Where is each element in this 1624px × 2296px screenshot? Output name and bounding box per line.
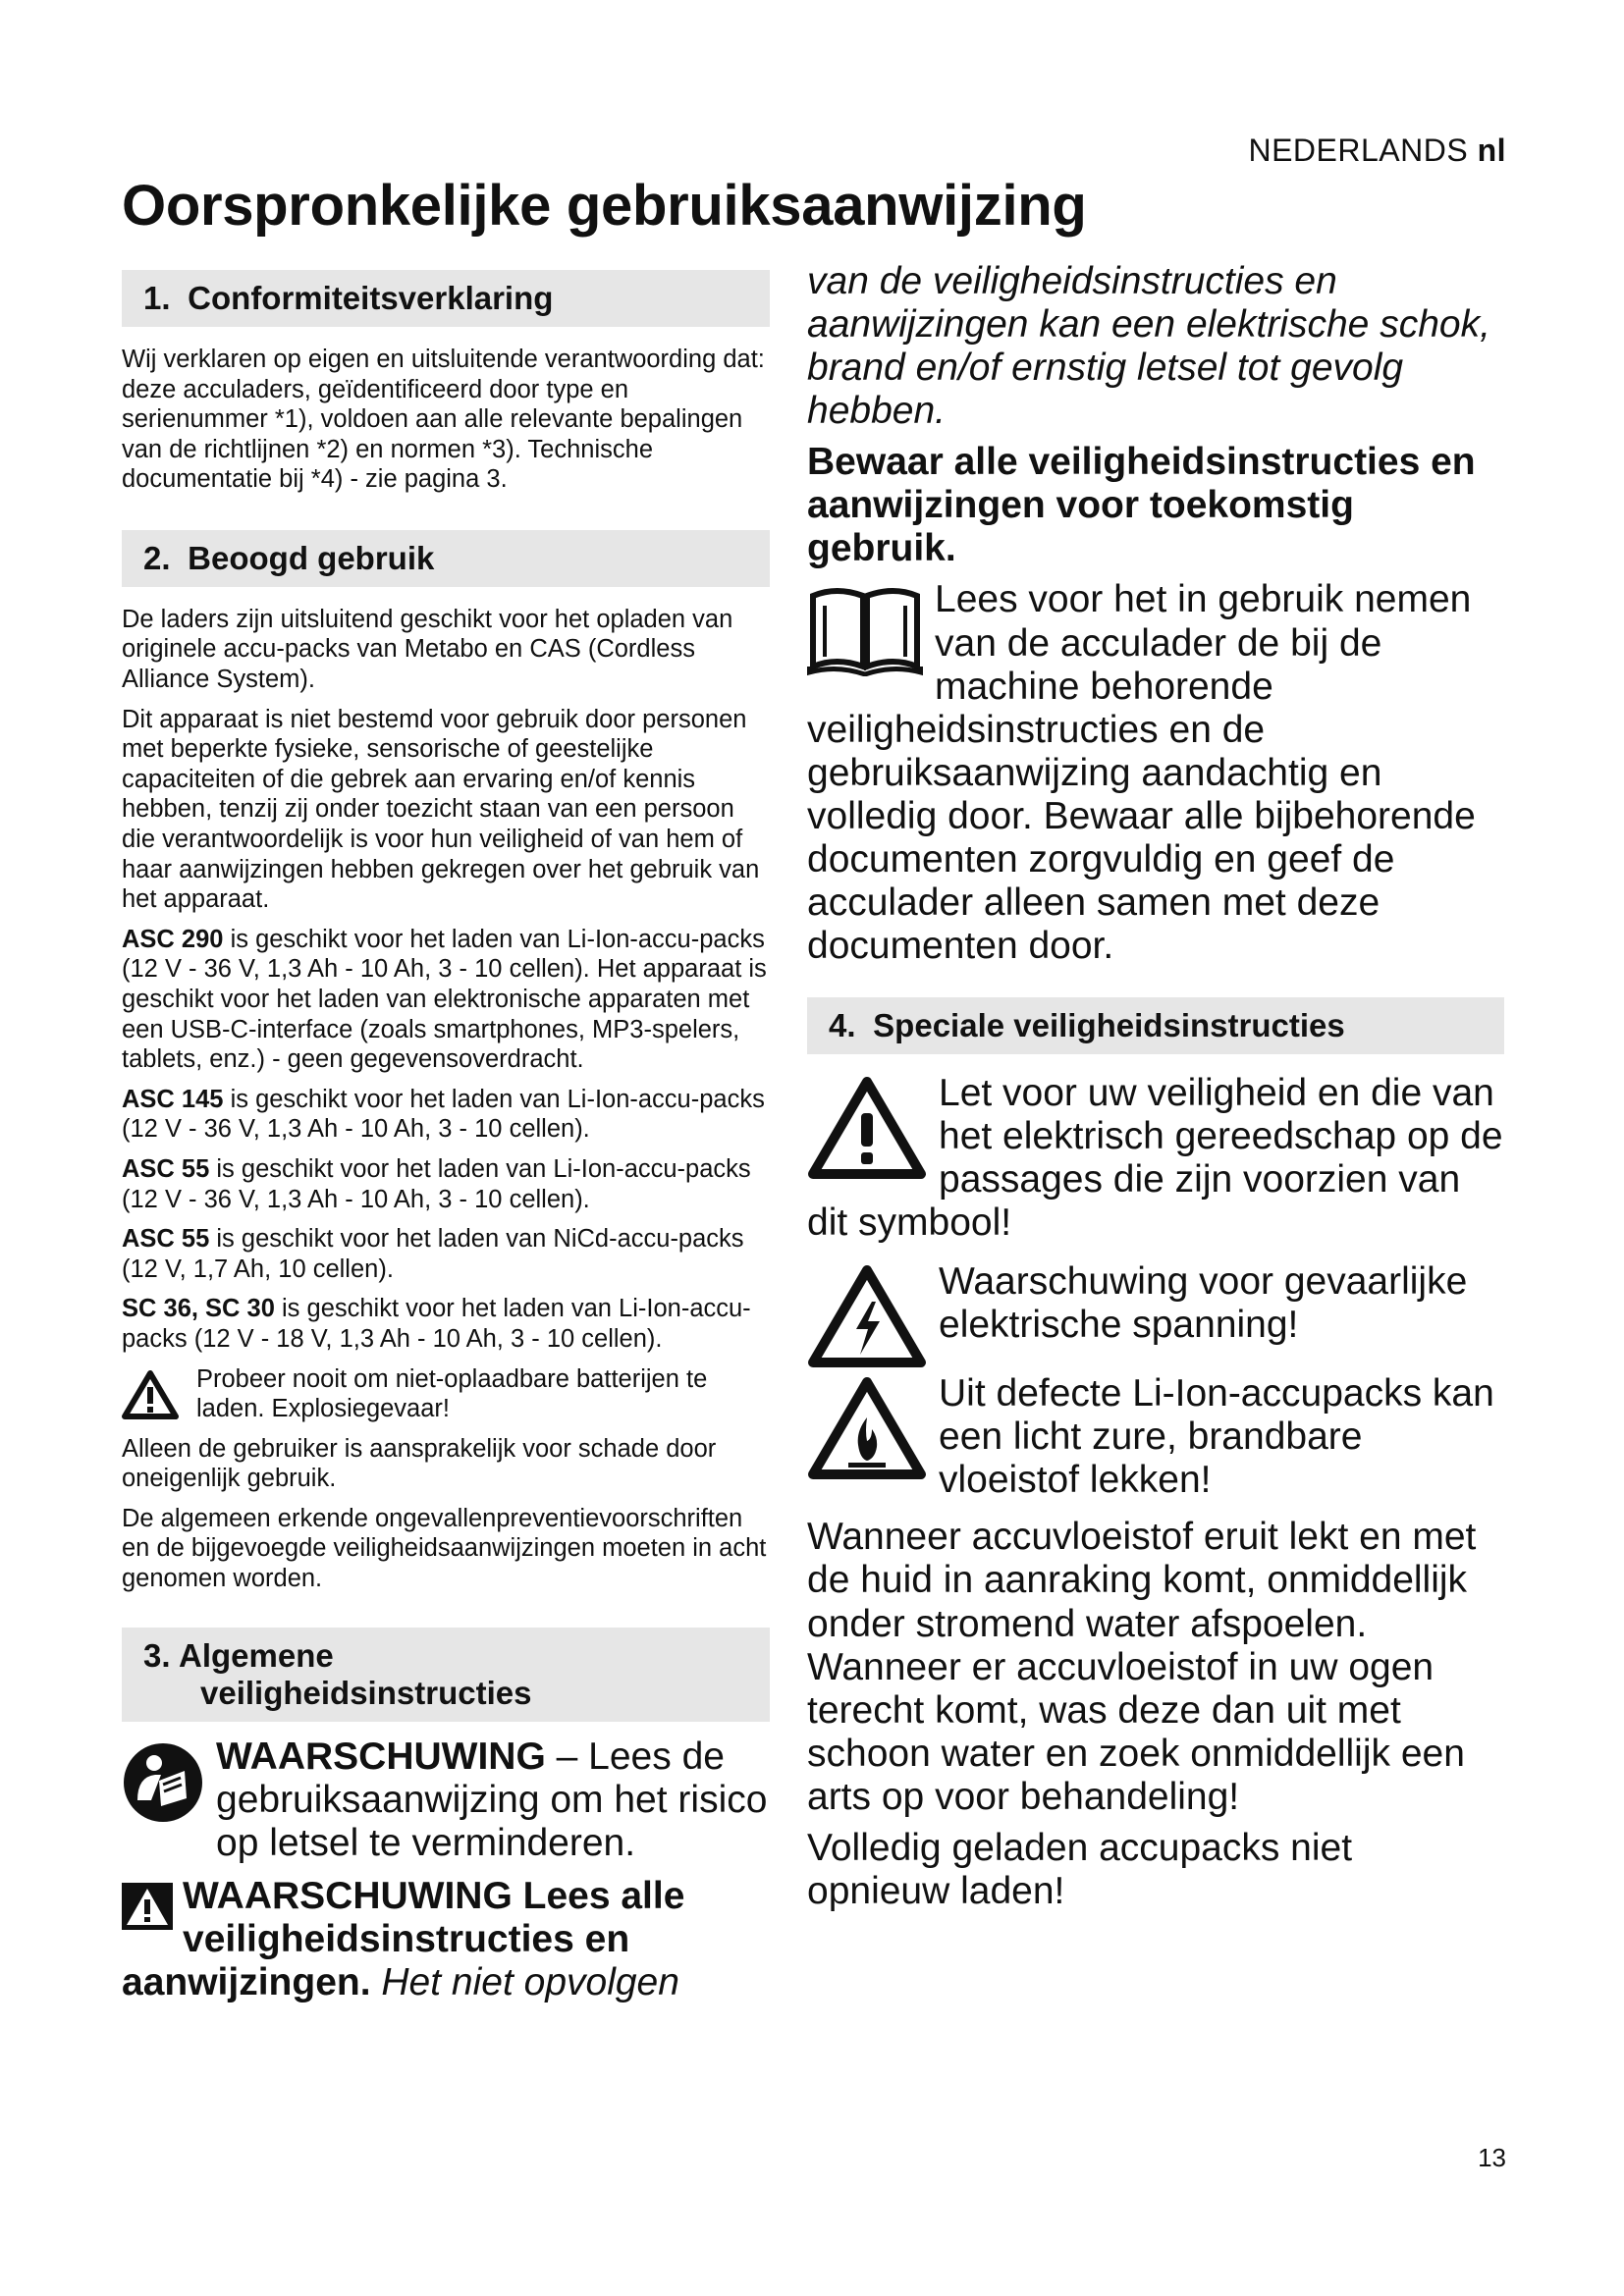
section-2-p2: Dit apparaat is niet bestemd voor gebruik door personen met beperkte fysieke, sensorische of geestelijke capaciteiten of die gebrek aan ervaring en/of kennis hebben, tenzij zij onder toezicht staan van een persoon die verantwoordelijk is voor hun veiligheid of van hem of haar aanwijzingen hebben gekregen over het gebruik van het apparaat. [122,705,760,914]
asc55-nicd-paragraph [122,1224,770,1284]
warning-triangle-icon [122,1883,173,1930]
section-3-number: 3. [143,1636,171,1674]
section-2-number: 2. [143,539,171,576]
section-4-number: 4. [829,1007,856,1043]
section-1-heading [122,270,770,327]
asc55-nicd-model: ASC 55 [122,1225,210,1254]
section-4-title: Speciale veiligheidsinstructies [873,1007,1345,1043]
section-3-title-line1: Algemene [179,1636,334,1674]
asc55-nicd-text: is geschikt voor het laden van NiCd-accu-packs (12 V, 1,7 Ah, 10 cellen). [122,1225,744,1283]
general-warning [122,1875,770,2004]
right-column [807,260,1504,1921]
asc290-paragraph [122,925,770,1075]
section-2-p3: Alleen de gebruiker is aansprakelijk voor schade door oneigenlijk gebruik. [122,1434,717,1493]
skin-eye-contact-instructions: Wanneer accuvloeistof eruit lekt en met de huid in aanraking komt, onmiddellijk onder stromend water afspoelen. Wanneer er accuvloeistof in uw ogen terecht komt, was deze dan uit met schoon water en zoek onmiddellijk een arts op voor behandeling! [807,1516,1477,1818]
asc145-paragraph [122,1085,770,1145]
section-2-heading [122,530,770,587]
asc145-model: ASC 145 [122,1085,224,1113]
leak-warning [807,1372,1504,1502]
section-3-title-line2: veiligheidsinstructies [200,1674,532,1711]
warn2-italic-left: Het niet opvolgen [370,1960,679,2003]
asc145-text: is geschikt voor het laden van Li-Ion-accu-packs (12 V - 36 V, 1,3 Ah - 10 Ah, 3 - 10 cellen). [122,1085,765,1144]
sc-text: is geschikt voor het laden van Li-Ion-accu-packs (12 V - 18 V, 1,3 Ah - 10 Ah, 3 - 10 cellen). [122,1295,751,1353]
asc55-liion-paragraph [122,1154,770,1214]
electric-hazard-icon [807,1264,927,1368]
asc55-liion-text: is geschikt voor het laden van Li-Ion-accu-packs (12 V - 36 V, 1,3 Ah - 10 Ah, 3 - 10 cellen). [122,1154,751,1213]
warn1-text: – Lees de gebruiksaanwijzing om het risico op letsel te verminderen. [216,1735,768,1864]
left-column [122,270,770,2012]
warning-triangle-icon [807,1076,927,1180]
section-2-title: Beoogd gebruik [188,539,435,576]
sc-paragraph [122,1294,770,1354]
warn2-bold: WAARSCHUWING Lees alle veiligheidsinstructies en aanwijzingen. [122,1874,685,2003]
language-label [1248,133,1506,169]
warn1-bold: WAARSCHUWING [216,1735,546,1778]
read-manual-warning [122,1735,770,1865]
section-1-text: Wij verklaren op eigen en uitsluitende verantwoording dat: deze acculaders, geïdentificeerd door type en serienummer *1), voldoen aan alle relevante bepalingen van de richtlijnen *2) en normen *3). Technische documentatie bij *4) - zie pagina 3. [122,345,765,494]
leak-warning-text: Uit defecte Li-Ion-accupacks kan een licht zure, brandbare vloeistof lekken! [939,1372,1494,1502]
voltage-warning [807,1260,1504,1347]
symbol-note [807,1072,1504,1245]
asc290-text: is geschikt voor het laden van Li-Ion-accu-packs (12 V - 36 V, 1,3 Ah - 10 Ah, 3 - 10 cellen). Het apparaat is geschikt voor het laden van elektronische apparaten met een USB-C-interface (zoals smartphones, MP3-spelers, tablets, enz.) - geen gegevensoverdracht. [122,925,767,1074]
explosion-warning [122,1364,770,1424]
explosion-warning-text: Probeer nooit om niet-oplaadbare batterijen te laden. Explosiegevaar! [196,1364,708,1423]
sc-model: SC 36, SC 30 [122,1295,275,1323]
section-1-title: Conformiteitsverklaring [188,280,554,316]
flammable-icon [807,1376,927,1480]
asc55-liion-model: ASC 55 [122,1154,210,1183]
section-1-number: 1. [143,280,171,316]
warn2-italic-continuation: van de veiligheidsinstructies en aanwijzingen kan een elektrische schok, brand en/of ernstig letsel tot gevolg hebben. [807,260,1490,433]
section-4-heading [807,997,1504,1054]
document-title: Oorspronkelijke gebruiksaanwijzing [122,174,1087,238]
warning-triangle-icon [122,1370,179,1419]
read-before-use-text: Lees voor het in gebruik nemen van de acculader de bij de machine behorende veiligheidsinstructies en de gebruiksaanwijzing aandachtig en volledig door. Bewaar alle bijbehorende documenten zorgvuldig en geef de acculader alleen samen met deze documenten door. [807,578,1476,967]
manual-book-icon [807,582,923,676]
section-2-p1: De laders zijn uitsluitend geschikt voor het opladen van originele accu-packs van Metabo en CAS (Cordless Alliance System). [122,605,733,694]
symbol-note-text: Let voor uw veiligheid en die van het elektrisch gereedschap op de passages die zijn voorzien van dit symbool! [807,1071,1503,1245]
read-manual-icon [122,1741,204,1824]
language-code: nl [1477,133,1506,168]
keep-instructions: Bewaar alle veiligheidsinstructies en aanwijzingen voor toekomstig gebruik. [807,441,1476,570]
language-name: NEDERLANDS [1248,133,1469,168]
section-2-p4: De algemeen erkende ongevallenpreventievoorschriften en de bijgevoegde veiligheidsaanwijzingen moeten in acht genomen worden. [122,1504,767,1593]
asc290-model: ASC 290 [122,925,224,953]
read-before-use [807,578,1504,968]
no-recharge-note: Volledig geladen accupacks niet opnieuw laden! [807,1826,1353,1912]
page-number: 13 [1478,2143,1506,2172]
voltage-warning-text: Waarschuwing voor gevaarlijke elektrische spanning! [939,1260,1468,1347]
section-3-heading [122,1628,770,1722]
